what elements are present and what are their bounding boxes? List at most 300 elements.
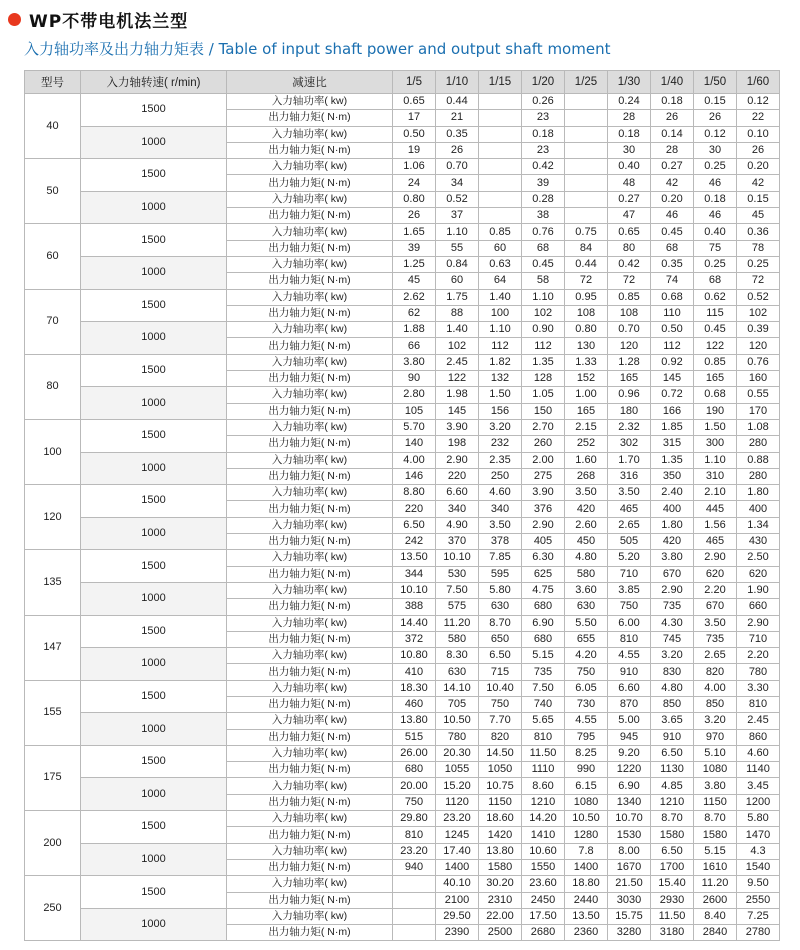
value-cell: 3.45 — [737, 778, 780, 794]
value-cell: 376 — [522, 501, 565, 517]
speed-cell: 1500 — [81, 224, 227, 257]
value-cell: 2.45 — [436, 354, 479, 370]
value-cell: 0.95 — [565, 289, 608, 305]
value-cell: 1.65 — [393, 224, 436, 240]
value-cell: 60 — [436, 273, 479, 289]
value-cell: 18.80 — [565, 876, 608, 892]
value-cell: 3.50 — [565, 485, 608, 501]
value-cell: 152 — [565, 371, 608, 387]
value-cell: 29.50 — [436, 908, 479, 924]
value-cell: 2.45 — [737, 713, 780, 729]
value-cell: 1.34 — [737, 517, 780, 533]
model-cell: 147 — [25, 615, 81, 680]
value-cell: 2.32 — [608, 419, 651, 435]
value-cell: 21 — [436, 110, 479, 126]
value-cell: 315 — [651, 436, 694, 452]
value-cell: 0.70 — [436, 159, 479, 175]
value-cell: 120 — [608, 338, 651, 354]
column-header: 1/25 — [565, 71, 608, 94]
table-row — [25, 224, 780, 240]
value-cell: 0.96 — [608, 387, 651, 403]
value-cell: 7.50 — [436, 582, 479, 598]
value-cell: 0.63 — [479, 256, 522, 272]
value-cell: 3030 — [608, 892, 651, 908]
value-cell: 0.25 — [737, 256, 780, 272]
value-cell — [565, 126, 608, 142]
value-cell: 2.70 — [522, 419, 565, 435]
value-cell: 46 — [694, 175, 737, 191]
value-cell: 2100 — [436, 892, 479, 908]
power-label-cell: 入力轴功率( kw) — [227, 256, 393, 272]
table-body — [25, 94, 780, 941]
value-cell: 0.52 — [737, 289, 780, 305]
power-label-cell: 入力轴功率( kw) — [227, 94, 393, 110]
value-cell: 17.50 — [522, 908, 565, 924]
torque-label-cell: 出力轴力矩( N·m) — [227, 859, 393, 875]
value-cell: 1.10 — [522, 289, 565, 305]
value-cell: 2390 — [436, 925, 479, 941]
torque-label-cell: 出力轴力矩( N·m) — [227, 696, 393, 712]
power-label-cell: 入力轴功率( kw) — [227, 289, 393, 305]
value-cell: 460 — [393, 696, 436, 712]
speed-cell: 1500 — [81, 289, 227, 322]
value-cell: 11.50 — [651, 908, 694, 924]
value-cell: 4.3 — [737, 843, 780, 859]
column-header: 1/30 — [608, 71, 651, 94]
value-cell — [565, 110, 608, 126]
value-cell: 132 — [479, 371, 522, 387]
value-cell: 810 — [522, 729, 565, 745]
value-cell: 378 — [479, 534, 522, 550]
value-cell: 8.70 — [651, 811, 694, 827]
power-label-cell: 入力轴功率( kw) — [227, 452, 393, 468]
value-cell: 795 — [565, 729, 608, 745]
value-cell: 10.60 — [522, 843, 565, 859]
value-cell: 26 — [436, 142, 479, 158]
speed-cell: 1500 — [81, 354, 227, 387]
table-row — [25, 159, 780, 175]
speed-cell: 1000 — [81, 843, 227, 876]
value-cell: 75 — [694, 240, 737, 256]
value-cell: 146 — [393, 468, 436, 484]
value-cell: 4.55 — [608, 648, 651, 664]
power-label-cell: 入力轴功率( kw) — [227, 713, 393, 729]
value-cell: 2.90 — [436, 452, 479, 468]
value-cell: 1.85 — [651, 419, 694, 435]
value-cell: 1530 — [608, 827, 651, 843]
value-cell: 15.75 — [608, 908, 651, 924]
value-cell: 1580 — [479, 859, 522, 875]
power-label-cell: 入力轴功率( kw) — [227, 517, 393, 533]
speed-cell: 1000 — [81, 452, 227, 485]
value-cell: 0.90 — [522, 322, 565, 338]
value-cell: 2.90 — [737, 615, 780, 631]
value-cell: 45 — [737, 208, 780, 224]
value-cell: 6.00 — [608, 615, 651, 631]
value-cell: 6.05 — [565, 680, 608, 696]
value-cell: 450 — [565, 534, 608, 550]
value-cell: 0.50 — [651, 322, 694, 338]
bullet-dot-icon — [8, 13, 21, 26]
power-label-cell: 入力轴功率( kw) — [227, 680, 393, 696]
value-cell: 1130 — [651, 762, 694, 778]
speed-cell: 1500 — [81, 485, 227, 518]
speed-cell: 1000 — [81, 713, 227, 746]
value-cell — [565, 208, 608, 224]
torque-label-cell: 出力轴力矩( N·m) — [227, 762, 393, 778]
value-cell: 0.42 — [522, 159, 565, 175]
model-cell: 155 — [25, 680, 81, 745]
table-row — [25, 648, 780, 664]
value-cell — [565, 191, 608, 207]
value-cell: 2.15 — [565, 419, 608, 435]
value-cell: 122 — [694, 338, 737, 354]
power-label-cell: 入力轴功率( kw) — [227, 224, 393, 240]
model-cell: 50 — [25, 159, 81, 224]
value-cell: 1.50 — [479, 387, 522, 403]
value-cell: 3.65 — [651, 713, 694, 729]
value-cell: 1410 — [522, 827, 565, 843]
model-cell: 70 — [25, 289, 81, 354]
value-cell: 680 — [393, 762, 436, 778]
value-cell: 0.20 — [651, 191, 694, 207]
value-cell: 10.10 — [436, 550, 479, 566]
value-cell: 1245 — [436, 827, 479, 843]
value-cell: 180 — [608, 403, 651, 419]
value-cell: 1.60 — [565, 452, 608, 468]
torque-label-cell: 出力轴力矩( N·m) — [227, 436, 393, 452]
value-cell: 0.40 — [694, 224, 737, 240]
value-cell: 1.40 — [436, 322, 479, 338]
value-cell: 0.28 — [522, 191, 565, 207]
value-cell: 710 — [608, 566, 651, 582]
table-row — [25, 94, 780, 110]
model-cell: 135 — [25, 550, 81, 615]
value-cell: 105 — [393, 403, 436, 419]
table-row — [25, 908, 780, 924]
value-cell: 10.70 — [608, 811, 651, 827]
value-cell: 0.20 — [737, 159, 780, 175]
value-cell: 7.85 — [479, 550, 522, 566]
torque-label-cell: 出力轴力矩( N·m) — [227, 566, 393, 582]
value-cell: 102 — [436, 338, 479, 354]
value-cell: 670 — [694, 599, 737, 615]
value-cell: 170 — [737, 403, 780, 419]
value-cell — [479, 159, 522, 175]
value-cell: 232 — [479, 436, 522, 452]
value-cell: 102 — [522, 305, 565, 321]
table-row — [25, 256, 780, 272]
column-header: 1/60 — [737, 71, 780, 94]
torque-label-cell: 出力轴力矩( N·m) — [227, 175, 393, 191]
column-header: 减速比 — [227, 71, 393, 94]
value-cell: 575 — [436, 599, 479, 615]
power-label-cell: 入力轴功率( kw) — [227, 876, 393, 892]
value-cell: 5.50 — [565, 615, 608, 631]
value-cell: 220 — [436, 468, 479, 484]
value-cell: 750 — [393, 794, 436, 810]
value-cell: 3.50 — [608, 485, 651, 501]
value-cell: 3.90 — [436, 419, 479, 435]
torque-label-cell: 出力轴力矩( N·m) — [227, 338, 393, 354]
value-cell: 2.50 — [737, 550, 780, 566]
torque-label-cell: 出力轴力矩( N·m) — [227, 664, 393, 680]
value-cell: 5.20 — [608, 550, 651, 566]
value-cell: 810 — [393, 827, 436, 843]
speed-cell: 1000 — [81, 256, 227, 289]
value-cell: 156 — [479, 403, 522, 419]
value-cell: 0.76 — [737, 354, 780, 370]
value-cell: 620 — [694, 566, 737, 582]
column-header: 1/40 — [651, 71, 694, 94]
value-cell: 42 — [737, 175, 780, 191]
value-cell: 23.20 — [393, 843, 436, 859]
value-cell: 1.90 — [737, 582, 780, 598]
value-cell: 0.80 — [565, 322, 608, 338]
value-cell: 750 — [608, 599, 651, 615]
value-cell: 1580 — [694, 827, 737, 843]
value-cell: 2.40 — [651, 485, 694, 501]
value-cell: 810 — [737, 696, 780, 712]
value-cell: 40.10 — [436, 876, 479, 892]
torque-label-cell: 出力轴力矩( N·m) — [227, 794, 393, 810]
value-cell: 250 — [479, 468, 522, 484]
value-cell: 0.72 — [651, 387, 694, 403]
value-cell: 1220 — [608, 762, 651, 778]
value-cell: 990 — [565, 762, 608, 778]
value-cell: 5.15 — [694, 843, 737, 859]
table-row — [25, 126, 780, 142]
value-cell: 1140 — [737, 762, 780, 778]
value-cell: 88 — [436, 305, 479, 321]
speed-cell: 1500 — [81, 550, 227, 583]
value-cell: 505 — [608, 534, 651, 550]
table-header-row — [25, 71, 780, 94]
value-cell: 26 — [393, 208, 436, 224]
value-cell: 650 — [479, 631, 522, 647]
value-cell: 372 — [393, 631, 436, 647]
value-cell: 108 — [565, 305, 608, 321]
value-cell: 37 — [436, 208, 479, 224]
model-cell: 250 — [25, 876, 81, 941]
value-cell: 2.90 — [694, 550, 737, 566]
value-cell: 2.10 — [694, 485, 737, 501]
value-cell: 15.20 — [436, 778, 479, 794]
value-cell: 10.50 — [565, 811, 608, 827]
value-cell: 26 — [737, 142, 780, 158]
value-cell: 735 — [522, 664, 565, 680]
value-cell: 2.90 — [522, 517, 565, 533]
value-cell: 5.80 — [479, 582, 522, 598]
power-label-cell: 入力轴功率( kw) — [227, 811, 393, 827]
value-cell: 8.60 — [522, 778, 565, 794]
value-cell: 20.00 — [393, 778, 436, 794]
value-cell: 2550 — [737, 892, 780, 908]
value-cell: 1700 — [651, 859, 694, 875]
value-cell: 1580 — [651, 827, 694, 843]
value-cell: 9.20 — [608, 745, 651, 761]
value-cell: 0.88 — [737, 452, 780, 468]
value-cell: 0.15 — [694, 94, 737, 110]
value-cell: 2310 — [479, 892, 522, 908]
value-cell: 710 — [737, 631, 780, 647]
speed-cell: 1500 — [81, 745, 227, 778]
value-cell: 72 — [565, 273, 608, 289]
torque-label-cell: 出力轴力矩( N·m) — [227, 305, 393, 321]
value-cell: 595 — [479, 566, 522, 582]
value-cell: 0.12 — [737, 94, 780, 110]
value-cell: 39 — [522, 175, 565, 191]
value-cell: 1.10 — [694, 452, 737, 468]
value-cell: 3.20 — [651, 648, 694, 664]
value-cell: 420 — [565, 501, 608, 517]
value-cell: 198 — [436, 436, 479, 452]
value-cell: 58 — [522, 273, 565, 289]
model-cell: 80 — [25, 354, 81, 419]
torque-label-cell: 出力轴力矩( N·m) — [227, 925, 393, 941]
value-cell: 1.35 — [522, 354, 565, 370]
value-cell: 8.25 — [565, 745, 608, 761]
power-label-cell: 入力轴功率( kw) — [227, 126, 393, 142]
value-cell: 0.44 — [436, 94, 479, 110]
value-cell: 2.65 — [694, 648, 737, 664]
value-cell: 5.10 — [694, 745, 737, 761]
value-cell: 7.8 — [565, 843, 608, 859]
value-cell: 630 — [436, 664, 479, 680]
value-cell: 8.30 — [436, 648, 479, 664]
speed-cell: 1000 — [81, 778, 227, 811]
value-cell — [565, 159, 608, 175]
table-row — [25, 550, 780, 566]
value-cell: 38 — [522, 208, 565, 224]
value-cell: 0.85 — [479, 224, 522, 240]
value-cell: 268 — [565, 468, 608, 484]
value-cell: 0.55 — [737, 387, 780, 403]
value-cell: 18.30 — [393, 680, 436, 696]
value-cell: 10.75 — [479, 778, 522, 794]
value-cell: 1.00 — [565, 387, 608, 403]
value-cell: 4.55 — [565, 713, 608, 729]
table-row — [25, 582, 780, 598]
value-cell: 14.50 — [479, 745, 522, 761]
value-cell: 62 — [393, 305, 436, 321]
value-cell: 1210 — [522, 794, 565, 810]
model-cell: 200 — [25, 811, 81, 876]
value-cell: 2.20 — [694, 582, 737, 598]
value-cell: 630 — [479, 599, 522, 615]
value-cell: 850 — [694, 696, 737, 712]
value-cell — [393, 925, 436, 941]
table-row — [25, 419, 780, 435]
value-cell: 1.75 — [436, 289, 479, 305]
power-label-cell: 入力轴功率( kw) — [227, 778, 393, 794]
value-cell: 1610 — [694, 859, 737, 875]
value-cell: 530 — [436, 566, 479, 582]
power-label-cell: 入力轴功率( kw) — [227, 843, 393, 859]
table-row — [25, 354, 780, 370]
value-cell: 2.65 — [608, 517, 651, 533]
value-cell: 405 — [522, 534, 565, 550]
value-cell: 4.20 — [565, 648, 608, 664]
power-label-cell: 入力轴功率( kw) — [227, 354, 393, 370]
value-cell: 10.50 — [436, 713, 479, 729]
value-cell: 100 — [479, 305, 522, 321]
value-cell: 1110 — [522, 762, 565, 778]
value-cell: 740 — [522, 696, 565, 712]
value-cell: 0.65 — [393, 94, 436, 110]
value-cell: 2.80 — [393, 387, 436, 403]
value-cell: 108 — [608, 305, 651, 321]
value-cell: 0.50 — [393, 126, 436, 142]
value-cell: 6.30 — [522, 550, 565, 566]
value-cell — [393, 876, 436, 892]
value-cell: 1420 — [479, 827, 522, 843]
column-header: 1/5 — [393, 71, 436, 94]
value-cell: 910 — [651, 729, 694, 745]
value-cell: 400 — [651, 501, 694, 517]
value-cell: 410 — [393, 664, 436, 680]
value-cell: 68 — [651, 240, 694, 256]
value-cell: 20.30 — [436, 745, 479, 761]
value-cell: 74 — [651, 273, 694, 289]
value-cell: 0.75 — [565, 224, 608, 240]
value-cell: 252 — [565, 436, 608, 452]
value-cell: 4.80 — [565, 550, 608, 566]
value-cell: 0.25 — [694, 256, 737, 272]
value-cell: 4.75 — [522, 582, 565, 598]
value-cell — [565, 175, 608, 191]
value-cell: 430 — [737, 534, 780, 550]
value-cell: 6.60 — [436, 485, 479, 501]
value-cell: 945 — [608, 729, 651, 745]
value-cell: 8.40 — [694, 908, 737, 924]
value-cell: 745 — [651, 631, 694, 647]
value-cell: 1080 — [694, 762, 737, 778]
value-cell: 7.50 — [522, 680, 565, 696]
speed-cell: 1500 — [81, 876, 227, 909]
value-cell: 22 — [737, 110, 780, 126]
speed-cell: 1000 — [81, 322, 227, 355]
value-cell: 0.84 — [436, 256, 479, 272]
value-cell: 2450 — [522, 892, 565, 908]
value-cell: 5.00 — [608, 713, 651, 729]
column-header: 1/10 — [436, 71, 479, 94]
value-cell: 34 — [436, 175, 479, 191]
speed-cell: 1000 — [81, 191, 227, 224]
value-cell — [479, 191, 522, 207]
value-cell: 122 — [436, 371, 479, 387]
torque-label-cell: 出力轴力矩( N·m) — [227, 403, 393, 419]
value-cell: 115 — [694, 305, 737, 321]
value-cell: 42 — [651, 175, 694, 191]
value-cell: 9.50 — [737, 876, 780, 892]
value-cell: 6.60 — [608, 680, 651, 696]
table-row — [25, 615, 780, 631]
value-cell: 13.80 — [479, 843, 522, 859]
value-cell: 6.50 — [479, 648, 522, 664]
value-cell: 15.40 — [651, 876, 694, 892]
value-cell: 68 — [694, 273, 737, 289]
value-cell: 3.20 — [479, 419, 522, 435]
column-header: 型号 — [25, 71, 81, 94]
table-row — [25, 517, 780, 533]
power-label-cell: 入力轴功率( kw) — [227, 485, 393, 501]
table-row — [25, 811, 780, 827]
value-cell: 820 — [479, 729, 522, 745]
value-cell: 910 — [608, 664, 651, 680]
value-cell: 3.20 — [694, 713, 737, 729]
value-cell: 465 — [608, 501, 651, 517]
